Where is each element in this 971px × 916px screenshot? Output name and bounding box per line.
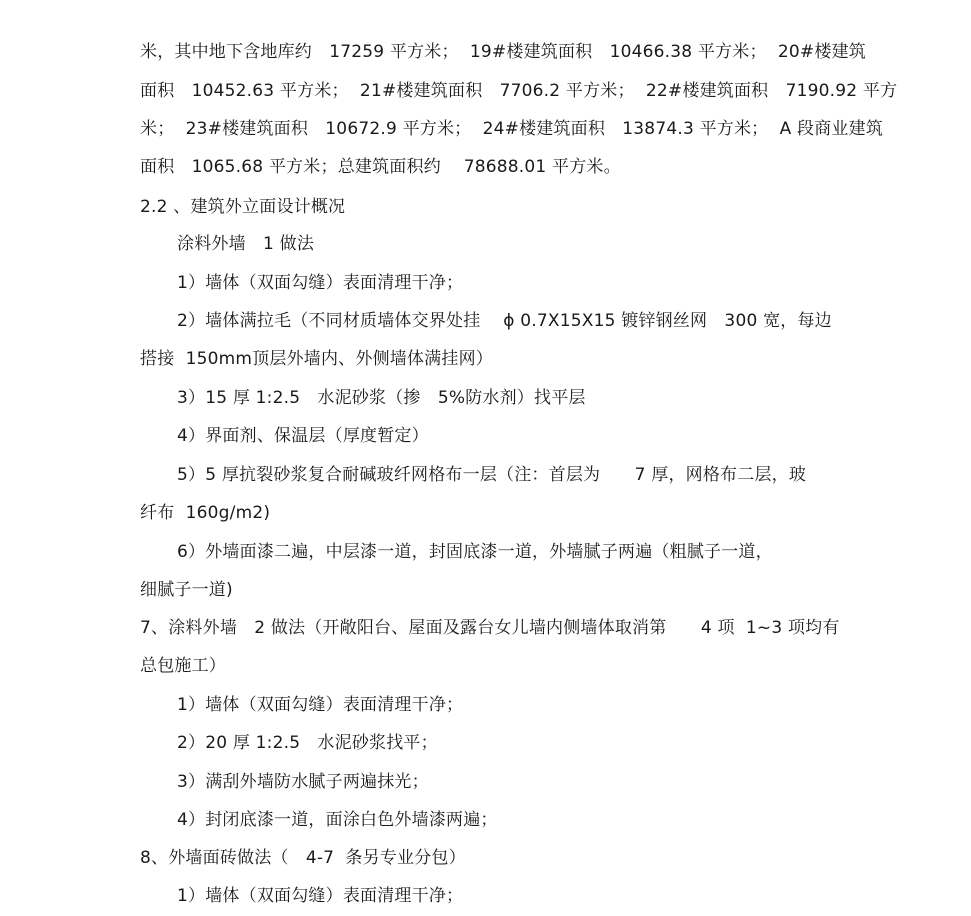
list-item: 4）界面剂、保温层（厚度暂定） [177,426,429,446]
text-line: 总包施工） [140,656,226,676]
list-item: 2）墙体满拉毛（不同材质墙体交界处挂 ϕ 0.7X15X15 镀锌钢丝网 300 宽，每边 [177,311,832,331]
list-item: 1）墙体（双面勾缝）表面清理干净； [177,273,464,293]
list-item: 3）满刮外墙防水腻子两遍抹光； [177,772,429,792]
text-line: 米； 23#楼建筑面积 10672.9 平方米； 24#楼建筑面积 13874.3 平方米； A 段商业建筑 [140,119,884,139]
text-line: 米，其中地下含地库约 17259 平方米； 19#楼建筑面积 10466.38 平方米； 20#楼建筑 [140,42,866,62]
list-item: 3）15 厚 1:2.5 水泥砂浆（掺 5%防水剂）找平层 [177,388,586,408]
section-heading: 2.2 、建筑外立面设计概况 [140,197,346,217]
section-heading: 7、涂料外墙 2 做法（开敞阳台、屋面及露台女儿墙内侧墙体取消第 4 项 1~3 项均有 [140,618,840,638]
list-item: 1）墙体（双面勾缝）表面清理干净； [177,886,464,906]
text-line: 搭接 150mm顶层外墙内、外侧墙体满挂网） [140,349,493,369]
text-line: 细腻子一道) [140,580,233,600]
list-item: 1）墙体（双面勾缝）表面清理干净； [177,695,464,715]
list-item: 6）外墙面漆二遍，中层漆一道，封固底漆一道，外墙腻子两遍（粗腻子一道， [177,542,773,562]
list-item: 4）封闭底漆一道，面涂白色外墙漆两遍； [177,810,498,830]
text-line: 面积 10452.63 平方米； 21#楼建筑面积 7706.2 平方米； 22#楼建筑面积 7190.92 平方 [140,81,898,101]
text-line: 纤布 160g/m2) [140,503,271,523]
text-line: 面积 1065.68 平方米；总建筑面积约 78688.01 平方米。 [140,157,621,177]
list-item: 5）5 厚抗裂砂浆复合耐碱玻纤网格布一层（注：首层为 7 厚，网格布二层，玻 [177,465,807,485]
subsection-heading: 涂料外墙 1 做法 [177,234,315,254]
section-heading: 8、外墙面砖做法（ 4-7 条另专业分包） [140,848,466,868]
list-item: 2）20 厚 1:2.5 水泥砂浆找平； [177,733,438,753]
